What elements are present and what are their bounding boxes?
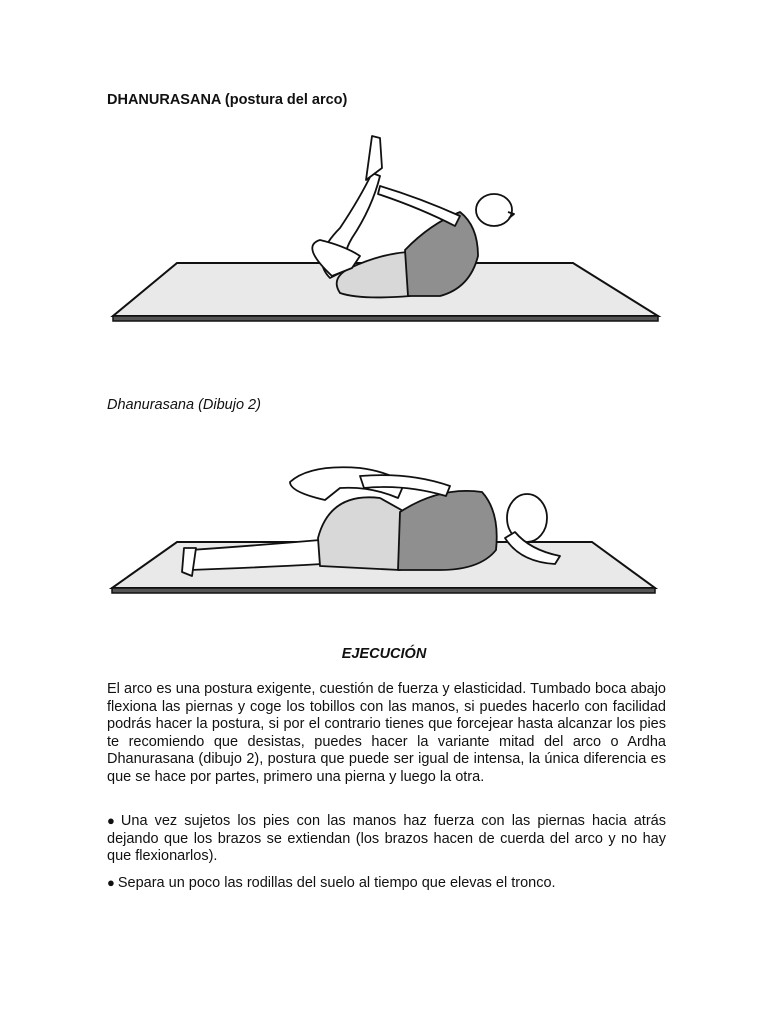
list-item-text: Separa un poco las rodillas del suelo al tiempo que elevas el tronco. — [117, 874, 556, 891]
instruction-list — [107, 812, 666, 900]
bullet-icon: ● — [107, 813, 118, 828]
list-item-text: Una vez sujetos los pies con las manos haz fuerza con las piernas hacia atrás dejando que los brazos se extiendan (los brazos hacen de cuerda del arco y no hay que flexionarlos). — [107, 813, 666, 865]
title-sub: (postura del arco) — [224, 92, 348, 108]
section-heading: EJECUCIÓN — [341, 646, 427, 662]
body-paragraph: El arco es una postura exigente, cuestión de fuerza y elasticidad. Tumbado boca abajo flexiona las piernas y coge los tobillos con las manos, si puedes hacerlo con facilidad podrás hacer la postura, si por el contrario tienes que forcejear hasta alcanzar los pies te recomiendo que desistas, puedes hacer la variante mitad del arco o Ardha Dhanurasana (dibujo 2), postura que puede ser igual de intensa, la única diferencia es que se hace por partes, primero una pierna y luego la otra. — [107, 681, 666, 785]
figure2-caption: Dhanurasana (Dibujo 2) — [107, 397, 261, 413]
figure-bow-pose — [0, 128, 768, 328]
page-title — [107, 92, 347, 108]
list-item — [107, 812, 666, 866]
title-main: DHANURASANA — [107, 92, 221, 108]
bullet-icon: ● — [107, 874, 115, 890]
figure-half-bow-pose — [0, 452, 768, 602]
list-item — [107, 874, 666, 893]
